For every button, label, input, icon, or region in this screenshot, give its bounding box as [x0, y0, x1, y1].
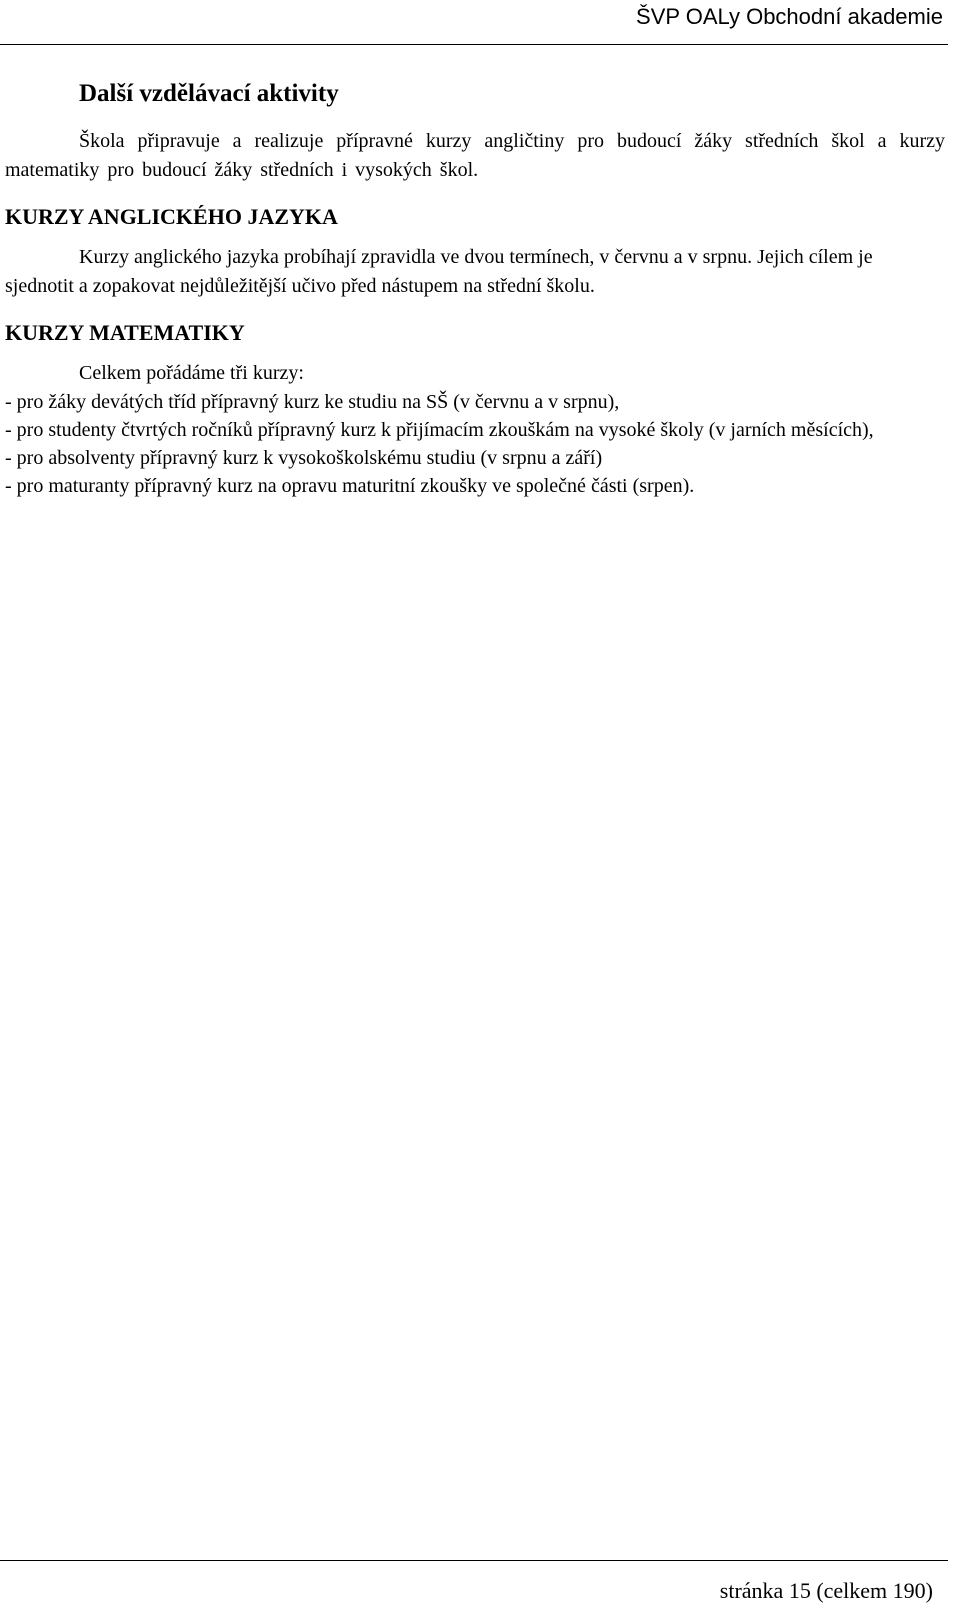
- intro-paragraph: Škola připravuje a realizuje přípravné kurzy angličtiny pro budoucí žáky středních škol a kurzy matematiky pro budoucí žáky středních i vysokých škol.: [5, 130, 945, 181]
- running-header-title: ŠVP OALy Obchodní akademie: [636, 4, 943, 29]
- english-courses-paragraph: Kurzy anglického jazyka probíhají zpravidla ve dvou termínech, v červnu a v srpnu. Jejich cílem je sjednotit a zopakovat nejdůležitější učivo před nástupem na střední školu.: [5, 246, 873, 297]
- page-number: stránka 15 (celkem 190): [719, 1578, 933, 1603]
- document-body: [5, 74, 945, 500]
- header-divider: [0, 44, 948, 45]
- page-header: [0, 0, 960, 46]
- list-item: - pro žáky devátých tříd přípravný kurz ke studiu na SŠ (v červnu a v srpnu),: [5, 391, 620, 413]
- math-courses-list: [5, 388, 945, 500]
- page-footer: [0, 1560, 960, 1622]
- math-courses-heading: KURZY MATEMATIKY: [5, 320, 245, 345]
- math-courses-intro: Celkem pořádáme tři kurzy:: [79, 362, 304, 384]
- section-title: Další vzdělávací aktivity: [79, 80, 339, 107]
- list-item: - pro studenty čtvrtých ročníků přípravný kurz k přijímacím zkouškám na vysoké školy (v jarních měsících),: [5, 419, 874, 441]
- list-item: - pro absolventy přípravný kurz k vysokoškolskému studiu (v srpnu a září): [5, 447, 603, 469]
- list-item: - pro maturanty přípravný kurz na opravu maturitní zkoušky ve společné části (srpen).: [5, 475, 695, 497]
- footer-divider: [0, 1560, 948, 1561]
- english-courses-heading: KURZY ANGLICKÉHO JAZYKA: [5, 204, 338, 229]
